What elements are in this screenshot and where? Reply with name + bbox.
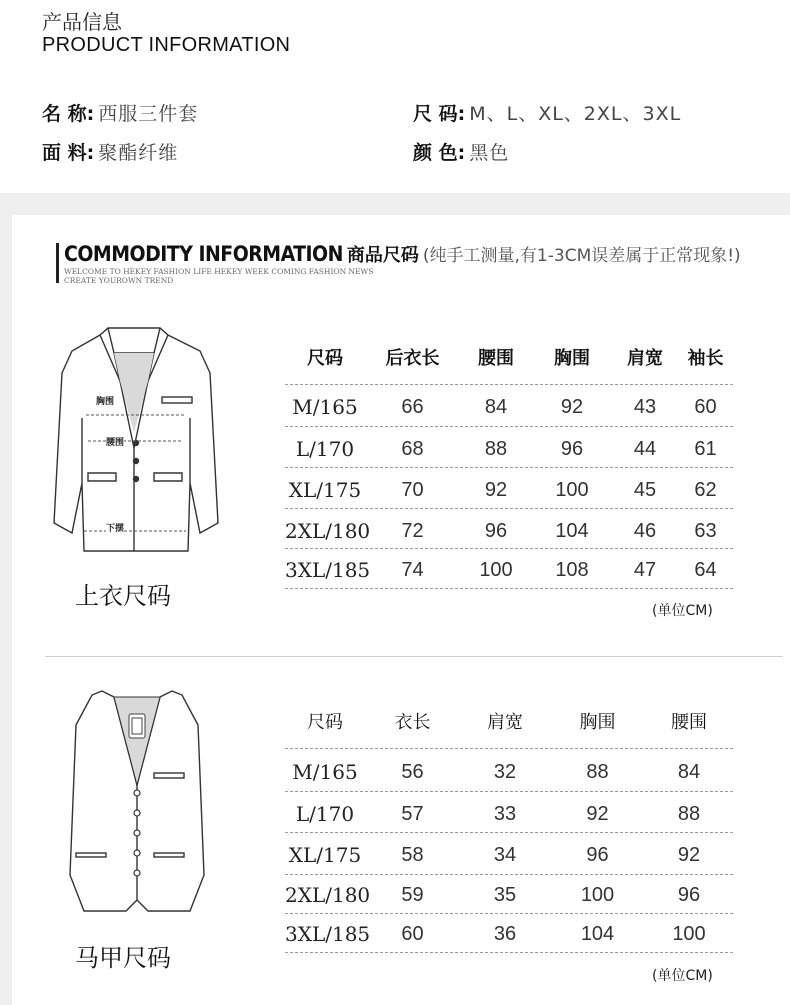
table-divider xyxy=(285,832,733,833)
table-cell: 34 xyxy=(493,843,517,866)
commodity-subtitle xyxy=(64,267,373,285)
table-cell: 84 xyxy=(677,760,701,783)
table-divider xyxy=(285,874,733,875)
table-cell: 33 xyxy=(493,802,517,825)
info-color xyxy=(413,138,509,165)
vest-header-cell: 胸围 xyxy=(579,712,616,733)
table-row xyxy=(285,753,733,791)
info-size-label: 尺 码: xyxy=(413,103,466,125)
table-cell: 60 xyxy=(401,922,424,945)
table-cell: 2XL/180 xyxy=(285,519,371,543)
table-cell: 100 xyxy=(555,478,589,501)
info-size xyxy=(413,99,681,126)
table-divider xyxy=(285,508,733,509)
title-accent-bar xyxy=(56,243,59,283)
table-cell: 68 xyxy=(401,437,424,460)
vest-header-row xyxy=(285,699,733,743)
table-divider xyxy=(285,791,733,792)
table-cell: 56 xyxy=(401,760,424,783)
table-cell: 43 xyxy=(633,395,657,418)
table-row xyxy=(285,551,733,589)
jacket-size-label: 上衣尺码 xyxy=(75,582,171,610)
jacket-size-table xyxy=(285,335,733,615)
table-cell: L/170 xyxy=(295,437,355,461)
table-divider xyxy=(285,588,733,589)
table-cell: 108 xyxy=(555,558,589,581)
table-row xyxy=(285,388,733,426)
table-cell: 92 xyxy=(677,843,701,866)
table-cell: 47 xyxy=(633,558,657,581)
table-cell: 92 xyxy=(586,802,609,825)
info-fabric xyxy=(42,138,178,165)
table-cell: 96 xyxy=(586,843,609,866)
table-cell: L/170 xyxy=(295,802,355,826)
commodity-title-cn: 商品尺码 xyxy=(346,245,419,266)
vest-unit-label: (单位CM) xyxy=(652,968,713,984)
table-cell: 60 xyxy=(694,395,717,418)
table-cell: 96 xyxy=(677,883,701,906)
table-cell: 62 xyxy=(694,478,717,501)
table-cell: 104 xyxy=(555,519,589,542)
table-divider xyxy=(285,467,733,468)
table-row xyxy=(285,430,733,468)
table-cell: 100 xyxy=(479,558,513,581)
table-cell: 46 xyxy=(633,519,657,542)
table-cell: 45 xyxy=(633,478,657,501)
table-cell: 96 xyxy=(560,437,584,460)
table-cell: 32 xyxy=(493,760,517,783)
jacket-header-cell: 胸围 xyxy=(554,348,590,369)
vest-header-cell: 腰围 xyxy=(671,712,707,733)
vest-size-table xyxy=(285,699,733,969)
table-cell: 70 xyxy=(401,478,424,501)
table-cell: M/165 xyxy=(292,760,358,784)
table-cell: 36 xyxy=(493,922,517,945)
table-divider xyxy=(285,548,733,549)
table-cell: 100 xyxy=(672,922,706,945)
table-cell: M/165 xyxy=(292,395,358,419)
table-cell: 104 xyxy=(580,922,615,945)
jacket-illustration-icon xyxy=(50,323,222,558)
product-info-section xyxy=(0,0,790,193)
table-cell: 72 xyxy=(401,519,424,542)
table-cell: 66 xyxy=(401,395,424,418)
table-cell: 63 xyxy=(694,519,717,542)
subtitle-line-1: WELCOME TO HEKEY FASHION LIFE HEKEY WEEK COMING FASHION NEWS xyxy=(64,267,374,276)
hem-diagram-label: 下摆 xyxy=(106,521,124,534)
table-cell: XL/175 xyxy=(288,478,362,502)
chest-diagram-label: 胸围 xyxy=(96,394,114,407)
table-row xyxy=(285,876,733,914)
table-cell: XL/175 xyxy=(288,843,362,867)
vest-header-cell: 肩宽 xyxy=(487,712,523,733)
table-cell: 3XL/185 xyxy=(285,922,371,946)
table-divider xyxy=(285,913,733,914)
jacket-header-row xyxy=(285,335,733,379)
info-name xyxy=(42,99,198,126)
table-divider xyxy=(285,426,733,427)
jacket-header-cell: 腰围 xyxy=(478,348,514,369)
table-row xyxy=(285,471,733,509)
table-cell: 35 xyxy=(493,883,517,906)
jacket-unit-label: (单位CM) xyxy=(652,603,713,619)
table-row xyxy=(285,915,733,953)
table-row xyxy=(285,795,733,833)
table-divider xyxy=(285,748,733,749)
subtitle-line-2: CREATE YOUROWN TREND xyxy=(64,276,174,285)
table-cell: 96 xyxy=(484,519,508,542)
table-cell: 92 xyxy=(560,395,584,418)
vest-size-label: 马甲尺码 xyxy=(75,944,171,972)
table-cell: 100 xyxy=(580,883,615,906)
info-color-value: 黑色 xyxy=(469,142,510,164)
table-cell: 88 xyxy=(677,802,701,825)
table-divider xyxy=(285,952,733,953)
measurement-note: (纯手工测量,有1-3CM误差属于正常现象!) xyxy=(422,246,741,266)
table-row xyxy=(285,836,733,874)
table-cell: 88 xyxy=(484,437,508,460)
table-cell: 92 xyxy=(484,478,508,501)
table-cell: 57 xyxy=(401,802,424,825)
vest-illustration-icon xyxy=(62,685,212,915)
table-cell: 59 xyxy=(401,883,424,906)
jacket-header-cell: 尺码 xyxy=(307,348,343,369)
info-fabric-label: 面 料: xyxy=(42,142,95,164)
commodity-card xyxy=(12,215,790,1005)
table-cell: 61 xyxy=(694,437,717,460)
jacket-header-cell: 后衣长 xyxy=(385,348,440,369)
waist-diagram-label: 腰围 xyxy=(106,435,124,448)
table-cell: 84 xyxy=(484,395,508,418)
info-fabric-value: 聚酯纤维 xyxy=(98,142,179,164)
table-cell: 3XL/185 xyxy=(285,558,371,582)
commodity-title-en: COMMODITY INFORMATION xyxy=(64,242,343,266)
table-cell: 44 xyxy=(633,437,657,460)
section-separator xyxy=(45,656,783,657)
info-name-label: 名 称: xyxy=(42,103,95,125)
table-cell: 2XL/180 xyxy=(285,883,371,907)
table-divider xyxy=(285,384,733,385)
info-size-value: M、L、XL、2XL、3XL xyxy=(469,103,682,125)
jacket-header-cell: 袖长 xyxy=(687,348,724,369)
info-name-value: 西服三件套 xyxy=(98,103,199,125)
jacket-header-cell: 肩宽 xyxy=(627,348,663,369)
vest-header-cell: 衣长 xyxy=(394,712,431,733)
commodity-title xyxy=(64,241,741,267)
table-cell: 64 xyxy=(694,558,717,581)
product-info-title-en: PRODUCT INFORMATION xyxy=(42,34,291,56)
table-cell: 74 xyxy=(401,558,424,581)
table-cell: 58 xyxy=(401,843,424,866)
table-row xyxy=(285,512,733,550)
product-info-title-cn: 产品信息 xyxy=(42,10,122,34)
info-color-label: 颜 色: xyxy=(413,142,466,164)
vest-header-cell: 尺码 xyxy=(307,712,343,733)
table-cell: 88 xyxy=(586,760,609,783)
